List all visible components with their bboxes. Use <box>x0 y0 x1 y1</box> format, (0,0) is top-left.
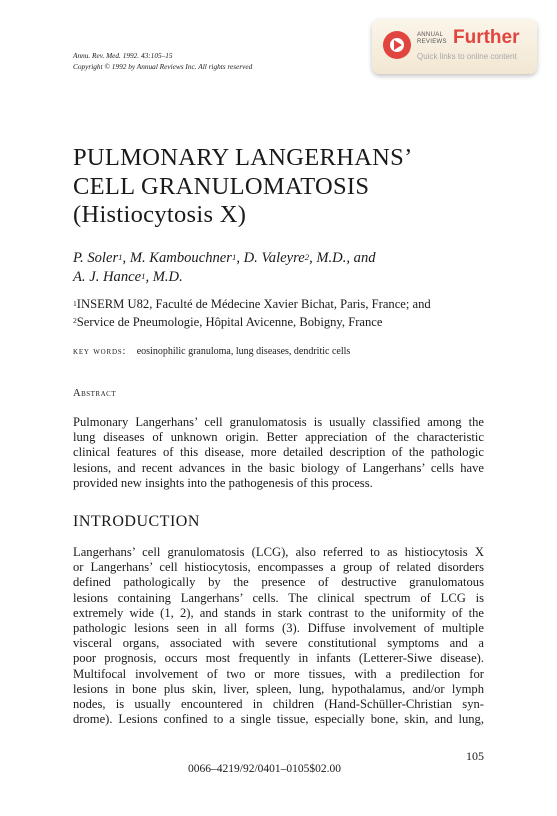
author-list <box>73 249 376 287</box>
affiliation-marker: 1 <box>231 251 237 262</box>
introduction-body <box>73 545 484 727</box>
text-line: extremely wide (1, 2), and stands in stark contrast to the uniformity of the <box>73 605 484 620</box>
text-line: drome). Lesions confined to a single tissue, especially bone, skin, and lung, <box>73 712 484 727</box>
author-name: , M. Kambouchner <box>122 250 232 266</box>
text-line: or Langerhans’ cell histiocytosis, encompasses a group of related disorders <box>73 560 484 575</box>
further-subtitle: Quick links to online content <box>417 52 517 61</box>
author-name: P. Soler <box>73 250 119 266</box>
affiliation-marker: 2 <box>73 316 77 326</box>
abstract-body <box>73 415 484 491</box>
text-line: Multifocal involvement of two or more tissues, with a predilection for <box>73 666 484 681</box>
annual-reviews-wordmark <box>417 32 447 45</box>
text-line: Pulmonary Langerhans’ cell granulomatosis is usually classified among the <box>73 415 484 429</box>
play-arrow-icon <box>383 31 411 59</box>
text-line: visceral organs, associated with severe constitutional symptoms and a <box>73 636 484 651</box>
affiliation-text: Service de Pneumologie, Hôpital Avicenne, Bobigny, France <box>76 314 383 329</box>
affiliation-marker: 1 <box>141 270 146 281</box>
affiliation-marker: 1 <box>73 298 77 308</box>
document-code: 0066–4219/92/0401–0105$02.00 <box>188 763 342 775</box>
journal-citation <box>73 51 252 72</box>
text-line: provided new insights into the pathogenesis of this process. <box>73 475 373 490</box>
affiliation-marker: 2 <box>304 251 310 262</box>
further-label: Further <box>453 27 520 48</box>
keywords-label: key words: <box>73 346 127 357</box>
text-line: nodes, is usually encountered in children (Hand-Schüller-Christian syn- <box>73 697 484 712</box>
abstract-heading: Abstract <box>73 388 117 399</box>
article-title <box>73 144 413 230</box>
wordmark-line: ANNUAL <box>417 32 444 38</box>
annual-reviews-further-badge[interactable] <box>372 19 537 74</box>
text-line: poor prognosis, occurs most frequently in infants (Letterer-Siwe disease). <box>73 651 484 666</box>
affiliation-line <box>73 314 431 332</box>
title-line: CELL GRANULOMATOSIS <box>73 172 370 200</box>
affiliation-marker: 1 <box>118 251 123 262</box>
author-name: A. J. Hance <box>73 269 142 285</box>
introduction-heading: INTRODUCTION <box>73 513 200 530</box>
title-line: PULMONARY LANGERHANS’ <box>73 144 413 171</box>
copyright-line: Copyright © 1992 by Annual Reviews Inc. All rights reserved <box>73 61 253 71</box>
text-line: lesions, and recent advances in the basic biology of Langerhans’ cells have <box>73 460 484 475</box>
author-suffix: , M.D., and <box>309 250 376 266</box>
text-line: lung diseases of unknown origin. Better appreciation of the characteristic <box>73 430 484 445</box>
title-line: (Histiocytosis X) <box>73 201 247 228</box>
wordmark-line: REVIEWS <box>417 38 447 45</box>
text-line: lesions in bone plus skin, liver, spleen, lung, hypothalamus, and/or lymph <box>73 681 484 696</box>
author-name: , D. Valeyre <box>236 250 305 266</box>
author-line <box>73 249 376 268</box>
text-line: lesions containing Langerhans’ cells. The clinical spectrum of LCG is <box>73 590 484 605</box>
citation-line: Annu. Rev. Med. 1992. 43:105–15 <box>73 51 173 60</box>
page-number: 105 <box>466 749 484 763</box>
affiliation-text: INSERM U82, Faculté de Médecine Xavier Bichat, Paris, France; and <box>76 297 431 311</box>
affiliation-line <box>73 296 431 314</box>
affiliations <box>73 296 431 331</box>
author-line <box>73 268 376 287</box>
keywords-terms: eosinophilic granuloma, lung diseases, dendritic cells <box>136 346 351 357</box>
keywords <box>73 346 350 357</box>
text-line: pathologic lesions seen in all forms (3). Diffuse involvement of multiple <box>73 621 484 636</box>
text-line: clinical features of this disease, more detailed description of the pathologic <box>73 445 484 460</box>
text-line: defined pathologically by the presence of destructive granulomatous <box>73 575 484 590</box>
author-suffix: , M.D. <box>145 269 183 285</box>
text-line: Langerhans’ cell granulomatosis (LCG), also referred to as histiocytosis X <box>73 545 484 559</box>
